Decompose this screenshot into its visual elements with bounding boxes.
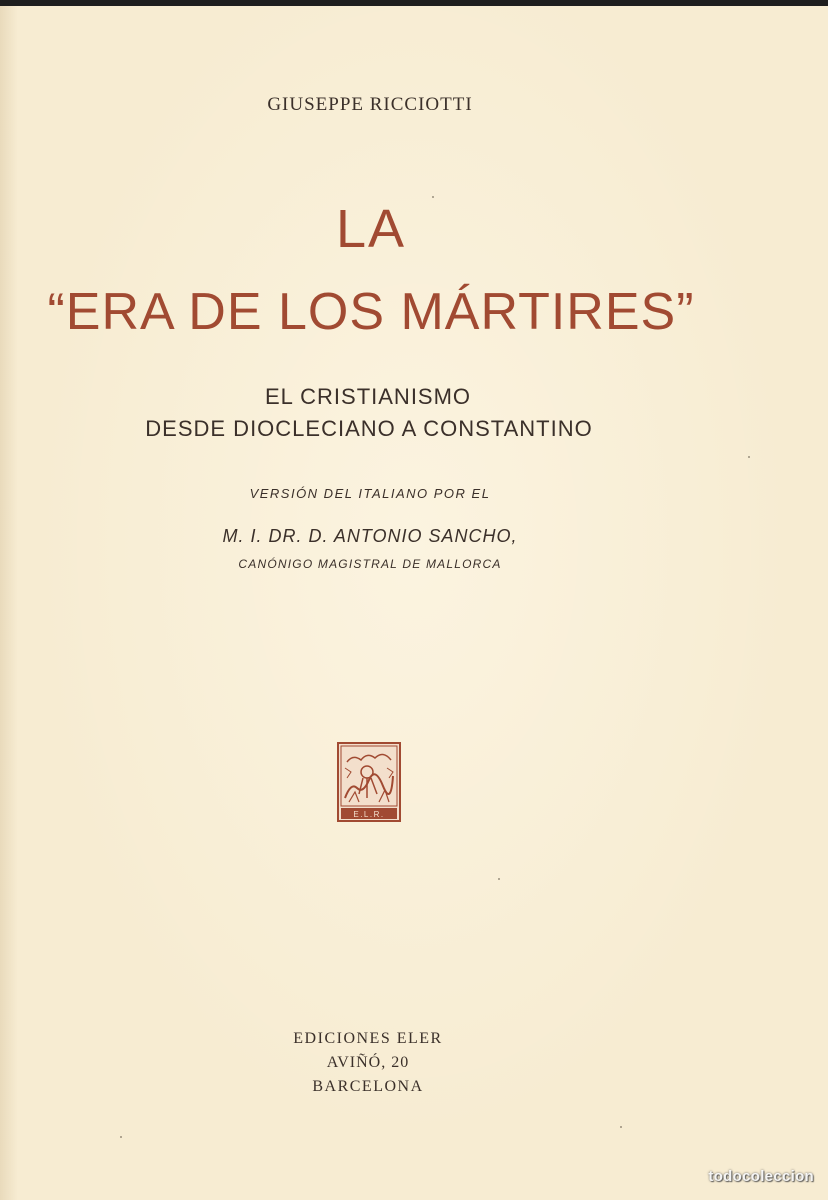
publisher-name: EDICIONES ELER — [293, 1030, 443, 1047]
publisher-address: AVIÑÓ, 20 — [326, 1054, 410, 1071]
subtitle-line-2: DESDE DIOCLECIANO A CONSTANTINO — [145, 416, 593, 441]
title-line-2: “ERA DE LOS MÁRTIRES” — [47, 283, 695, 341]
paper-speck — [432, 196, 434, 198]
translator-name: M. I. DR. D. ANTONIO SANCHO, — [222, 526, 518, 546]
title-line-1: LA — [335, 199, 407, 259]
publisher-emblem-icon — [337, 742, 401, 822]
author-name: GIUSEPPE RICCIOTTI — [267, 94, 473, 115]
paper-speck — [748, 456, 750, 458]
title-page — [0, 6, 828, 1200]
paper-speck — [498, 878, 500, 880]
svg-text:E.L.R.: E.L.R. — [353, 810, 385, 819]
watermark-logo: todocoleccion — [708, 1168, 814, 1185]
translation-note: VERSIÓN DEL ITALIANO POR EL — [249, 486, 491, 501]
translator-role: CANÓNIGO MAGISTRAL DE MALLORCA — [238, 557, 502, 571]
paper-speck — [120, 1136, 122, 1138]
publisher-city: BARCELONA — [312, 1078, 424, 1095]
subtitle-line-1: EL CRISTIANISMO — [264, 384, 472, 409]
paper-speck — [620, 1126, 622, 1128]
